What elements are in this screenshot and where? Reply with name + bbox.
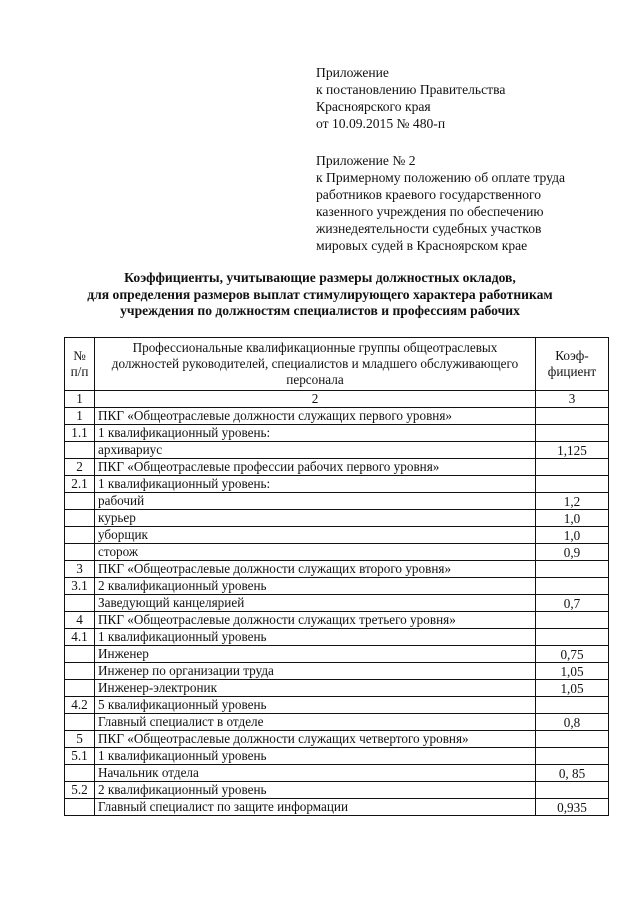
row-text: Инженер — [95, 646, 536, 663]
header-line: Приложение № 2 — [316, 153, 416, 168]
row-number: 2.1 — [65, 476, 95, 493]
row-text: 1 квалификационный уровень — [95, 748, 536, 765]
row-text: Заведующий канцелярией — [95, 595, 536, 612]
row-text: 1 квалификационный уровень: — [95, 425, 536, 442]
row-number — [65, 799, 95, 816]
row-number: 5 — [65, 731, 95, 748]
table-row — [65, 408, 609, 425]
row-number — [65, 493, 95, 510]
table-row — [65, 680, 609, 697]
row-number — [65, 765, 95, 782]
row-coefficient — [536, 612, 609, 629]
row-text: курьер — [95, 510, 536, 527]
colnum-3: 3 — [536, 391, 609, 408]
table-row — [65, 612, 609, 629]
row-text: Инженер-электроник — [95, 680, 536, 697]
header-line: казенного учреждения по обеспечению — [316, 204, 544, 219]
row-coefficient: 0,75 — [536, 646, 609, 663]
title-line: Коэффициенты, учитывающие размеры должностных окладов, — [124, 270, 516, 285]
row-number: 4.2 — [65, 697, 95, 714]
table-row — [65, 629, 609, 646]
row-coefficient — [536, 748, 609, 765]
row-text: рабочий — [95, 493, 536, 510]
colnum-2: 2 — [95, 391, 536, 408]
row-coefficient — [536, 782, 609, 799]
row-coefficient: 1,05 — [536, 680, 609, 697]
row-text: ПКГ «Общеотраслевые должности служащих первого уровня» — [95, 408, 536, 425]
row-coefficient — [536, 476, 609, 493]
row-coefficient: 0, 85 — [536, 765, 609, 782]
row-number — [65, 442, 95, 459]
table-row — [65, 510, 609, 527]
header-line: Красноярского края — [316, 99, 431, 114]
colnum-1: 1 — [65, 391, 95, 408]
header-line: от 10.09.2015 № 480-п — [316, 116, 446, 131]
appendix-header — [316, 64, 616, 254]
table-header-row — [65, 338, 609, 391]
row-number: 2 — [65, 459, 95, 476]
row-number: 5.1 — [65, 748, 95, 765]
row-coefficient — [536, 578, 609, 595]
table-row — [65, 663, 609, 680]
row-number — [65, 527, 95, 544]
header-num: № п/п — [65, 338, 95, 391]
row-text: Главный специалист в отделе — [95, 714, 536, 731]
table-row — [65, 493, 609, 510]
header-line: мировых судей в Красноярском крае — [316, 238, 528, 253]
document-title — [40, 270, 600, 320]
title-line: учреждения по должностям специалистов и профессиям рабочих — [120, 303, 520, 318]
header-line: жизнедеятельности судебных участков — [316, 221, 542, 236]
row-text: ПКГ «Общеотраслевые должности служащих третьего уровня» — [95, 612, 536, 629]
row-coefficient — [536, 408, 609, 425]
row-text: архивариус — [95, 442, 536, 459]
row-text: Инженер по организации труда — [95, 663, 536, 680]
row-coefficient: 0,9 — [536, 544, 609, 561]
table-row — [65, 459, 609, 476]
table-row — [65, 578, 609, 595]
row-number — [65, 663, 95, 680]
row-number — [65, 680, 95, 697]
row-coefficient — [536, 731, 609, 748]
table-row — [65, 544, 609, 561]
row-number: 3.1 — [65, 578, 95, 595]
coefficients-table — [64, 337, 609, 816]
header-line: к Примерному положению об оплате труда — [316, 170, 566, 185]
row-coefficient: 1,05 — [536, 663, 609, 680]
row-number — [65, 595, 95, 612]
table-row — [65, 697, 609, 714]
table-row — [65, 782, 609, 799]
table-row — [65, 646, 609, 663]
row-text: уборщик — [95, 527, 536, 544]
row-coefficient — [536, 697, 609, 714]
table-row — [65, 765, 609, 782]
row-number: 4.1 — [65, 629, 95, 646]
row-number: 4 — [65, 612, 95, 629]
row-coefficient: 1,0 — [536, 527, 609, 544]
table-row — [65, 714, 609, 731]
row-number: 1.1 — [65, 425, 95, 442]
table-row — [65, 748, 609, 765]
row-number — [65, 714, 95, 731]
row-number: 1 — [65, 408, 95, 425]
row-number — [65, 544, 95, 561]
header-line: к постановлению Правительства — [316, 82, 506, 97]
row-coefficient: 0,8 — [536, 714, 609, 731]
row-text: ПКГ «Общеотраслевые должности служащих второго уровня» — [95, 561, 536, 578]
row-text: 1 квалификационный уровень: — [95, 476, 536, 493]
row-coefficient — [536, 561, 609, 578]
row-number: 5.2 — [65, 782, 95, 799]
row-number: 3 — [65, 561, 95, 578]
table-row — [65, 731, 609, 748]
row-text: Начальник отдела — [95, 765, 536, 782]
header-group: Профессиональные квалификационные группы общеотраслевых должностей руководителей, специалистов и младшего обслуживающего персонала — [95, 338, 536, 391]
column-numbers-row — [65, 391, 609, 408]
table-row — [65, 476, 609, 493]
header-line: Приложение — [316, 65, 389, 80]
header-coef: Коэф- фициент — [536, 338, 609, 391]
row-coefficient: 1,0 — [536, 510, 609, 527]
row-number — [65, 510, 95, 527]
row-text: 1 квалификационный уровень — [95, 629, 536, 646]
table-row — [65, 595, 609, 612]
row-text: 5 квалификационный уровень — [95, 697, 536, 714]
table-row — [65, 442, 609, 459]
table-row — [65, 799, 609, 816]
row-text: ПКГ «Общеотраслевые профессии рабочих первого уровня» — [95, 459, 536, 476]
row-number — [65, 646, 95, 663]
row-text: Главный специалист по защите информации — [95, 799, 536, 816]
header-line: работников краевого государственного — [316, 187, 542, 202]
row-text: сторож — [95, 544, 536, 561]
title-line: для определения размеров выплат стимулирующего характера работникам — [87, 286, 553, 302]
row-coefficient — [536, 459, 609, 476]
row-text: 2 квалификационный уровень — [95, 782, 536, 799]
row-coefficient: 0,935 — [536, 799, 609, 816]
row-coefficient — [536, 629, 609, 646]
row-coefficient: 1,2 — [536, 493, 609, 510]
row-coefficient — [536, 425, 609, 442]
row-text: 2 квалификационный уровень — [95, 578, 536, 595]
row-coefficient: 1,125 — [536, 442, 609, 459]
table-row — [65, 425, 609, 442]
table-row — [65, 561, 609, 578]
table-row — [65, 527, 609, 544]
row-text: ПКГ «Общеотраслевые должности служащих четвертого уровня» — [95, 731, 536, 748]
row-coefficient: 0,7 — [536, 595, 609, 612]
